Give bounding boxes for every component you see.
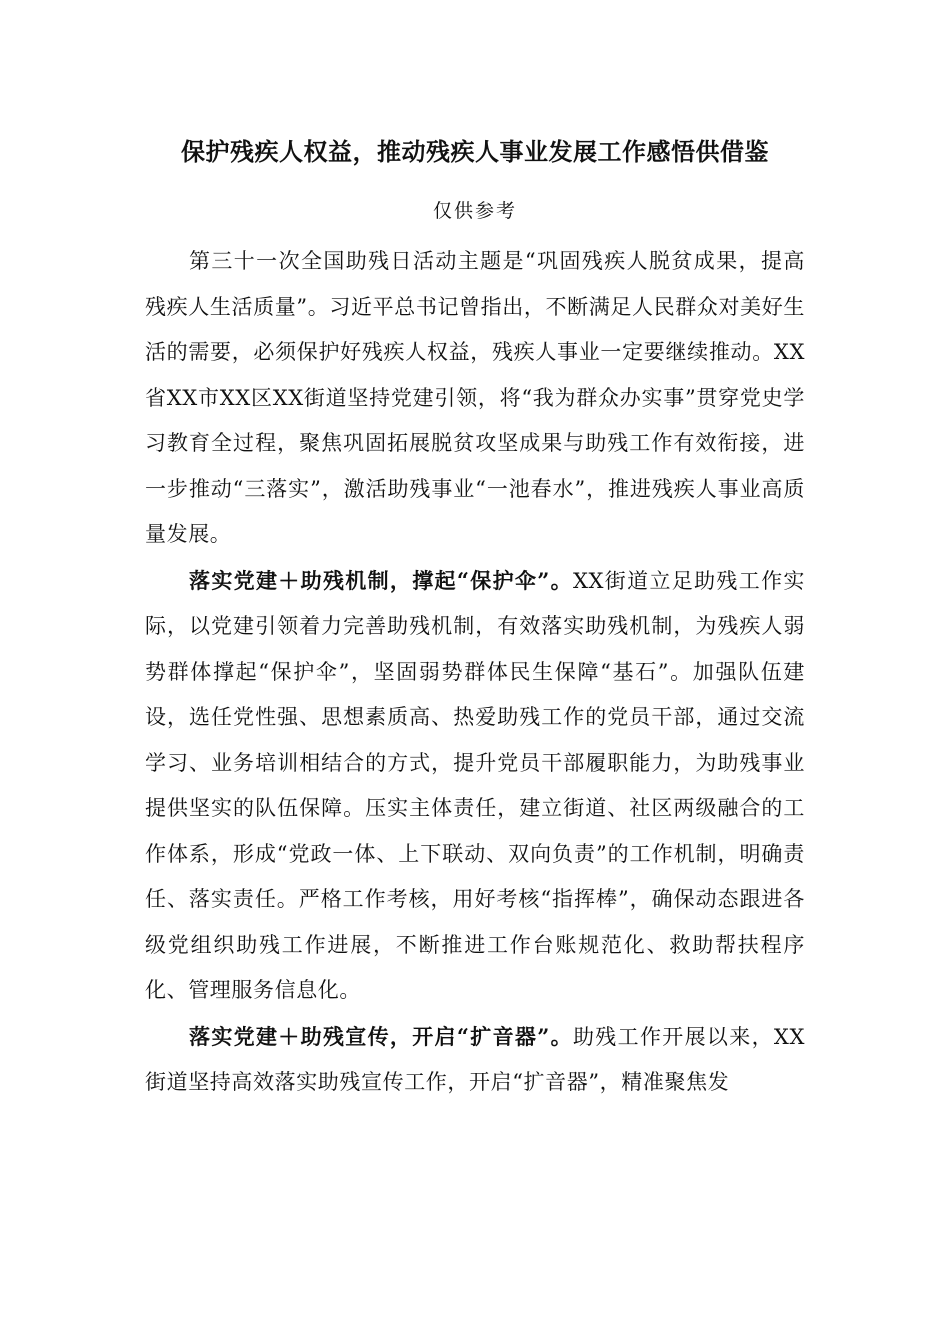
paragraph-text: 第三十一次全国助残日活动主题是“巩固残疾人脱贫成果，提高残疾人生活质量”。习近平总书记曾指出，不断满足人民群众对美好生活的需要，必须保护好残疾人权益，残疾人事业一定要继续推动。XX省XX市XX区XX街道坚持党建引领，将“我为群众办实事”贯穿党史学习教育全过程，聚焦巩固拓展脱贫攻坚成果与助残工作有效衔接，进一步推动“三落实”，激活助残事业“一池春水”，推进残疾人事业高质量发展。 [145, 249, 805, 546]
paragraph-publicity [145, 1014, 805, 1106]
document-title: 保护残疾人权益，推动残疾人事业发展工作感悟供借鉴 [181, 137, 769, 166]
paragraph-text: XX街道立足助残工作实际，以党建引领着力完善助残机制，有效落实助残机制，为残疾人弱势群体撑起“保护伞”，坚固弱势群体民生保障“基石”。加强队伍建设，选任党性强、思想素质高、热爱助残工作的党员干部，通过交流学习、业务培训相结合的方式，提升党员干部履职能力，为助残事业提供坚实的队伍保障。压实主体责任，建立街道、社区两级融合的工作体系，形成“党政一体、上下联动、双向负责”的工作机制，明确责任、落实责任。严格工作考核，用好考核“指挥棒”，确保动态跟进各级党组织助残工作进展，不断推进工作台账规范化、救助帮扶程序化、管理服务信息化。 [145, 568, 805, 1002]
document-subtitle: 仅供参考 [432, 200, 517, 222]
paragraph-lead: 落实党建＋助残宣传，开启“扩音器”。 [189, 1023, 573, 1049]
paragraph-intro [145, 238, 805, 558]
paragraph-mechanism [145, 558, 805, 1014]
document-body [145, 238, 805, 1106]
paragraph-text: 助残工作开展以来，XX街道坚持高效落实助残宣传工作，开启“扩音器”，精准聚焦发 [145, 1024, 805, 1094]
paragraph-lead: 落实党建＋助残机制，撑起“保护伞”。 [189, 567, 573, 593]
